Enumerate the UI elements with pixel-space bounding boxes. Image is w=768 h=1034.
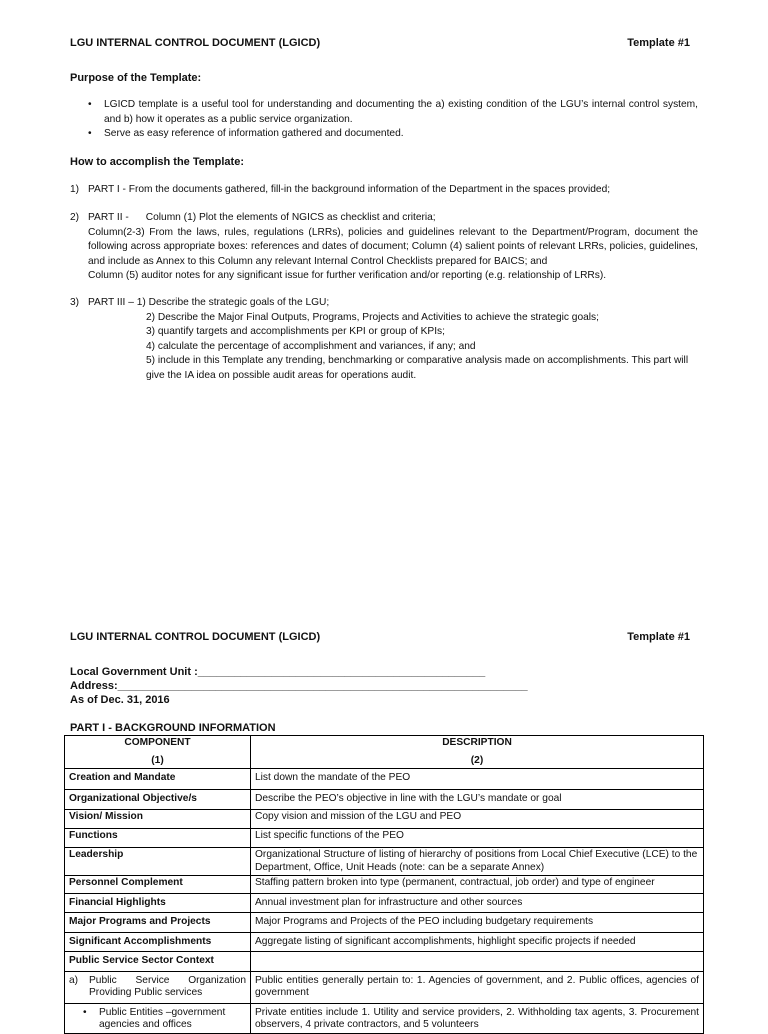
table-row: Financial Highlights Annual investment plan for infrastructure and other sources — [65, 893, 704, 913]
lgu-field: Local Government Unit :_______________________________________________ — [70, 666, 486, 678]
page2-header — [70, 631, 690, 643]
table-row: Significant Accomplishments Aggregate listing of significant accomplishments, highlight specific projects if needed — [65, 932, 704, 952]
page1-title: LGU INTERNAL CONTROL DOCUMENT (LGICD) — [70, 37, 321, 49]
step-3: 3) PART III – 1) Describe the strategic goals of the LGU; 2) Describe the Major Final Outputs, Programs, Projects and Activities to achieve the strategic goals; 3) quantify targets and accomplishments per KPI or group of KPIs; 4) calculate the percentage of accomplishment and variances, if any; and 5) include in this Template any trending, benchmarking or comparative analysis made on accomplishments. This part will give the IA idea on possible audit areas for operations audit. — [70, 297, 689, 381]
table-row: • Public Entities –government agencies and offices Private entities include 1. Utility and service providers, 2. Withholding tax agents, 3. Procurement observers, 4 private contractors, and 5 volunteers — [65, 1003, 704, 1033]
page1-template-number: Template #1 — [627, 37, 690, 49]
table-row: Public Service Sector Context — [65, 952, 704, 972]
page1-header — [70, 37, 690, 49]
col-description-header: DESCRIPTION — [442, 737, 512, 748]
background-info-table — [64, 735, 704, 1034]
col-component-header: COMPONENT — [124, 737, 191, 748]
purpose-bullet: • Serve as easy reference of information gathered and documented. — [70, 127, 698, 142]
as-of-date: As of Dec. 31, 2016 — [70, 694, 170, 706]
address-field: Address:___________________________________________________________________ — [70, 680, 528, 692]
page2-title: LGU INTERNAL CONTROL DOCUMENT (LGICD) — [70, 631, 321, 643]
step-2: 2) PART II - Column (1) Plot the elements of NGICS as checklist and criteria; Column(2-3) From the laws, rules, regulations (LRRs), policies and guidelines relevant to the Department/Program, document the following across appropriate boxes: references and dates of document; Column (4) salient points of relevant LRRs, policies, guidelines, and include as Annex to this Column any relevant Internal Control Checklists prepared for BAICS; and Column (5) auditor notes for any significant issue for further verification and/or reporting (e.g. relationship of LRRs). — [70, 212, 698, 281]
table-header-row — [65, 736, 704, 769]
table-row: Vision/ Mission Copy vision and mission of the LGU and PEO — [65, 810, 704, 829]
purpose-list — [70, 98, 698, 142]
step-1: 1) PART I - From the documents gathered, fill-in the background information of the Department in the spaces provided; — [70, 184, 611, 195]
purpose-heading: Purpose of the Template: — [70, 72, 202, 84]
purpose-bullet: • LGICD template is a useful tool for understanding and documenting the a) existing condition of the LGU’s internal control system, and b) how it operates as a public service organization. — [70, 98, 698, 127]
table-row: Organizational Objective/s Describe the PEO’s objective in line with the LGU’s mandate or goal — [65, 789, 704, 810]
col-component-number: (1) — [151, 754, 164, 766]
table-row: Leadership Organizational Structure of listing of hierarchy of positions from Local Chief Executive (LCE) to the Department, Office, Unit Heads (note: can be a separate Annex) — [65, 848, 704, 876]
table-row: Functions List specific functions of the PEO — [65, 828, 704, 848]
part-heading: PART I - BACKGROUND INFORMATION — [70, 722, 276, 734]
table-row: Creation and Mandate List down the mandate of the PEO — [65, 769, 704, 790]
col-description-number: (2) — [470, 754, 484, 766]
table-row: Major Programs and Projects Major Programs and Projects of the PEO including budgetary requirements — [65, 913, 704, 933]
table-row: Personnel Complement Staffing pattern broken into type (permanent, contractual, job order) and type of engineer — [65, 876, 704, 894]
page2-template-number: Template #1 — [627, 631, 690, 643]
table-row: a) Public Service Organization Providing Public services Public entities generally pertain to: 1. Agencies of government, and 2. Public offices, agencies of government — [65, 971, 704, 1003]
how-heading: How to accomplish the Template: — [70, 156, 244, 168]
